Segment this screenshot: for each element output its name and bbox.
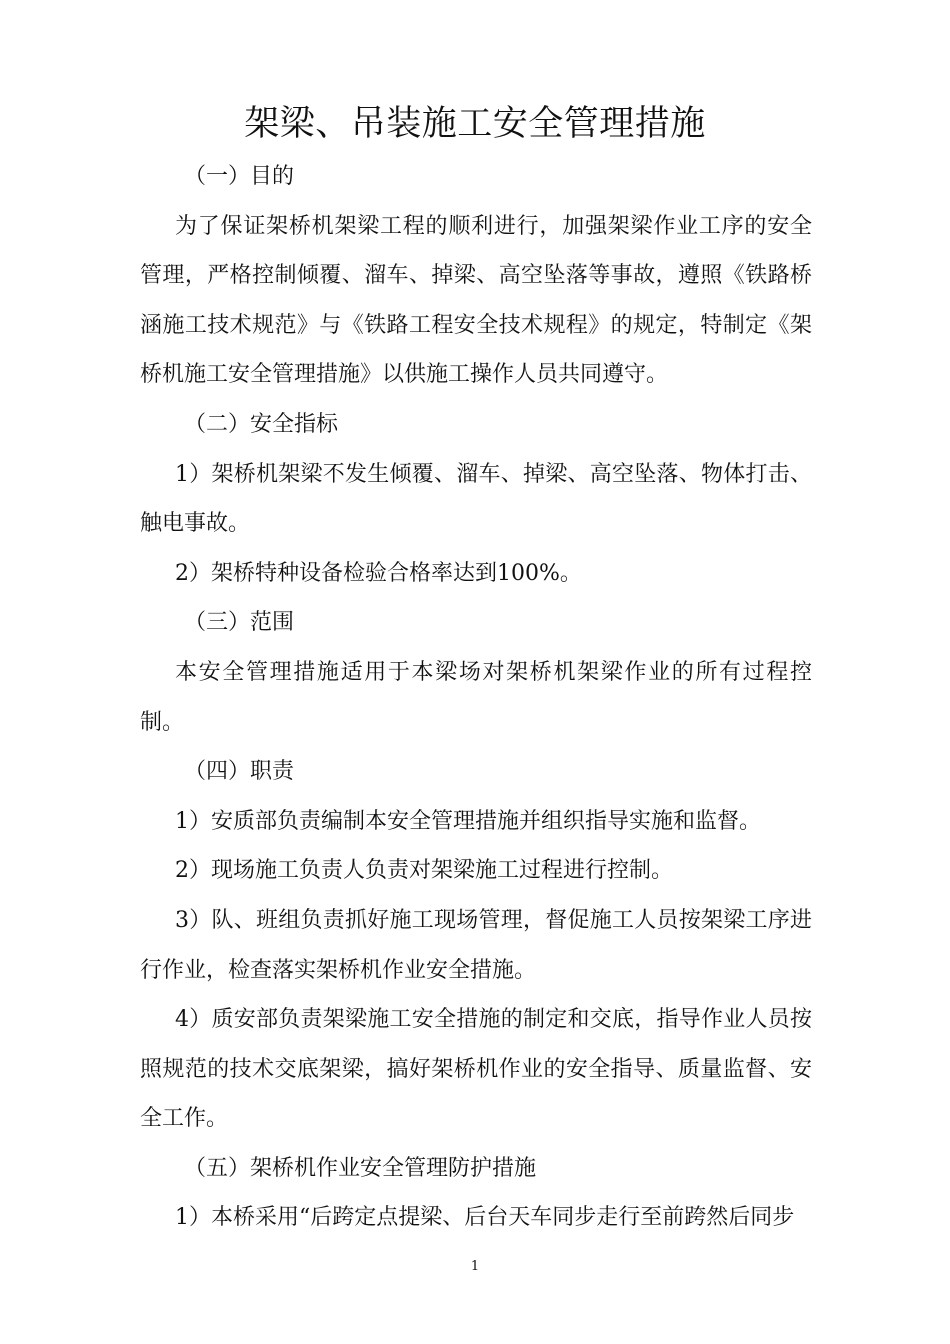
paragraph-scope: 本安全管理措施适用于本梁场对架桥机架梁作业的所有过程控制。 <box>140 659 812 735</box>
section-heading-safety-targets: （二）安全指标 <box>184 411 339 437</box>
paragraph-responsibility-3: 3）队、班组负责抓好施工现场管理，督促施工人员按架梁工序进行作业，检查落实架桥机作业安全措施。 <box>140 907 812 983</box>
section-heading-protective-measures: （五）架桥机作业安全管理防护措施 <box>184 1155 537 1181</box>
paragraph-responsibility-2: 2）现场施工负责人负责对架梁施工过程进行控制。 <box>175 858 673 884</box>
paragraph-responsibility-4: 4）质安部负责架梁施工安全措施的制定和交底，指导作业人员按照规范的技术交底架梁，搞好架桥机作业的安全指导、质量监督、安全工作。 <box>140 1007 812 1132</box>
paragraph-safety-target-2: 2）架桥特种设备检验合格率达到100%。 <box>175 560 582 586</box>
section-heading-purpose: （一）目的 <box>184 164 295 189</box>
section-heading-responsibilities: （四）职责 <box>184 759 295 785</box>
document-title: 架梁、吊装施工安全管理措施 <box>244 104 706 144</box>
paragraph-responsibility-1: 1）安质部负责编制本安全管理措施并组织指导实施和监督。 <box>175 808 761 834</box>
paragraph-protective-measure-1: 1）本桥采用“后跨定点提梁、后台天车同步走行至前跨然后同步 <box>175 1205 795 1231</box>
page-number: 1 <box>470 1259 480 1274</box>
paragraph-purpose: 为了保证架桥机架梁工程的顺利进行，加强架梁作业工序的安全管理，严格控制倾覆、溜车、掉梁、高空坠落等事故，遵照《铁路桥涵施工技术规范》与《铁路工程安全技术规程》的规定，特制定《架桥机施工安全管理措施》以供施工操作人员共同遵守。 <box>140 213 812 388</box>
document-body <box>140 152 812 1243</box>
section-heading-scope: （三）范围 <box>184 610 295 636</box>
paragraph-safety-target-1: 1）架桥机架梁不发生倾覆、溜车、掉梁、高空坠落、物体打击、触电事故。 <box>140 461 812 537</box>
